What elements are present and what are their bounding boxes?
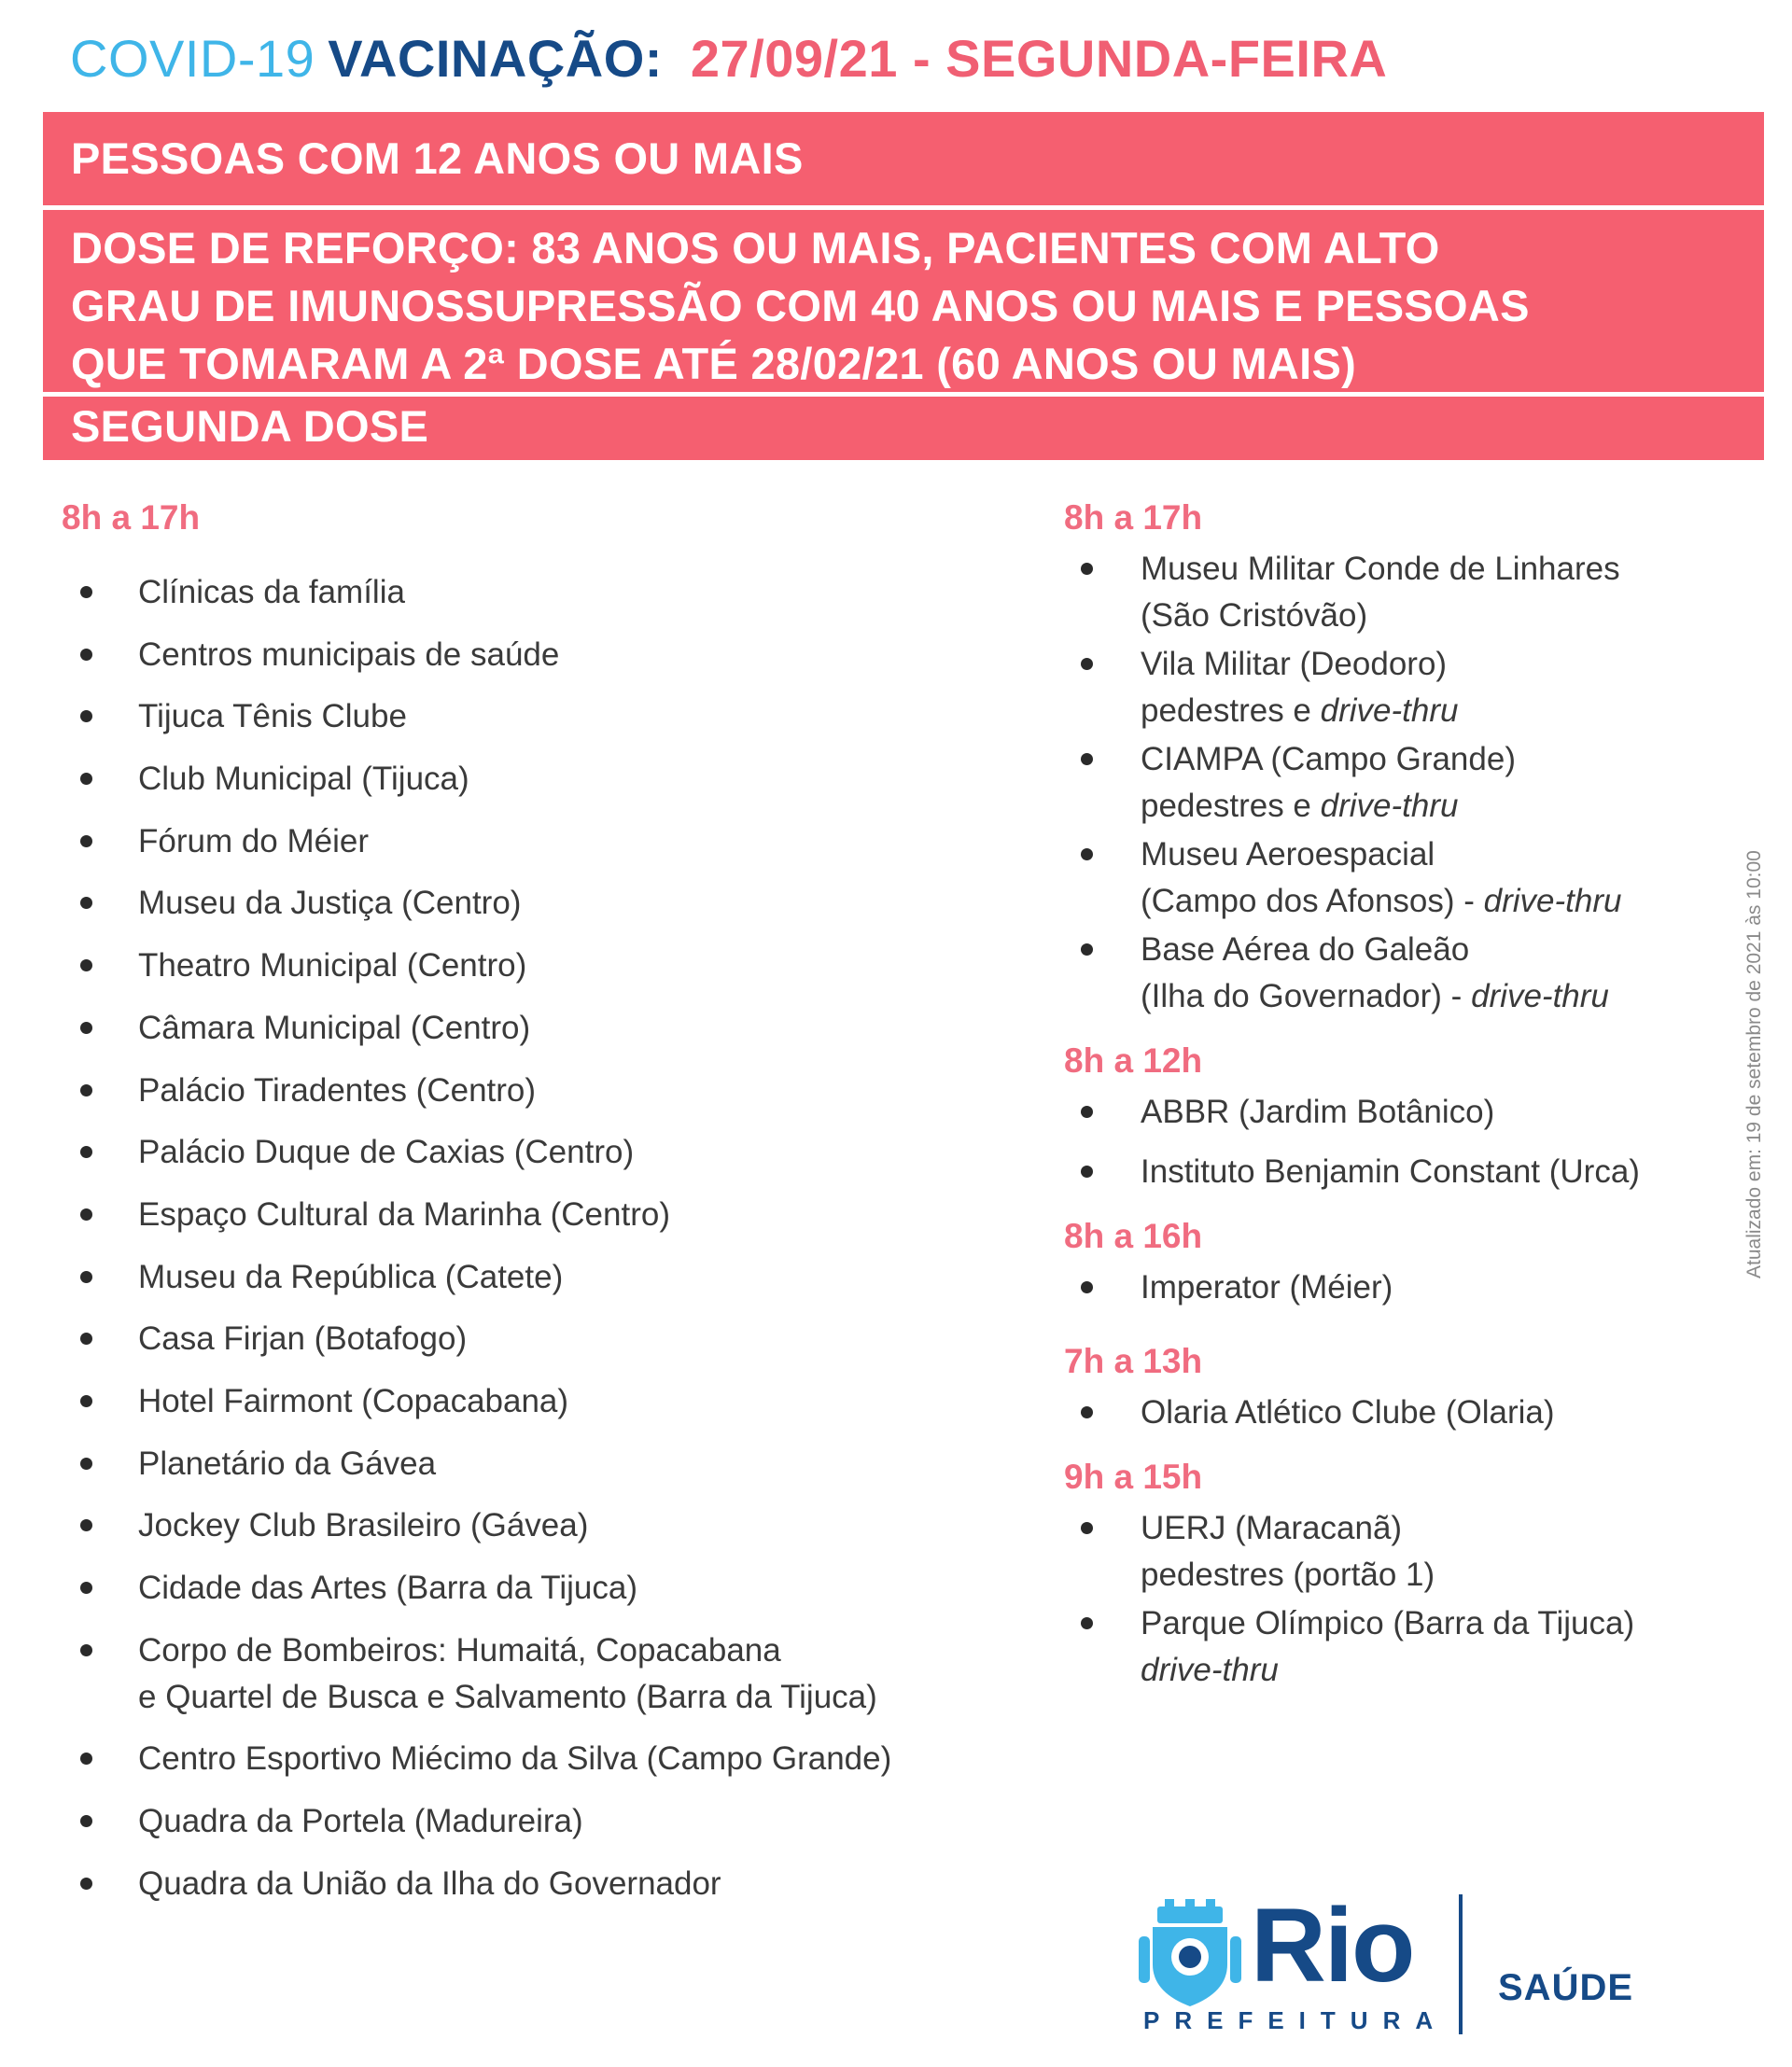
- bullet-icon: [80, 586, 92, 598]
- bullet-icon: [80, 1753, 92, 1765]
- bullet-icon: [1081, 1522, 1093, 1534]
- rio-prefeitura-logo: [1134, 1885, 1657, 2044]
- location-area: (Campo dos Afonsos) -: [1141, 883, 1484, 919]
- location-name: Vila Militar (Deodoro): [1141, 646, 1448, 682]
- drive-thru-label: drive-thru: [1320, 692, 1459, 729]
- bullet-icon: [80, 1644, 92, 1656]
- booster-line: QUE TOMARAM A 2ª DOSE ATÉ 28/02/21 (60 ANOS OU MAIS): [71, 339, 1357, 388]
- list-item: [62, 1129, 1014, 1176]
- prefeitura-label: PREFEITURA: [1143, 2006, 1449, 2034]
- access-mode: pedestres e: [1141, 788, 1321, 824]
- location-list: [62, 569, 1014, 1907]
- time-slot: 8h a 17h: [62, 498, 201, 537]
- location-name: Jockey Club Brasileiro (Gávea): [138, 1507, 589, 1544]
- bullet-icon: [1081, 753, 1093, 765]
- location-name: Centros municipais de saúde: [138, 635, 560, 673]
- booster-banner: [43, 210, 1764, 392]
- bullet-icon: [80, 897, 92, 909]
- bullet-icon: [80, 835, 92, 847]
- list-item: [62, 1316, 1014, 1362]
- list-item: [62, 1502, 1014, 1549]
- location-name: Club Municipal (Tijuca): [138, 761, 469, 798]
- list-item: [62, 1798, 1014, 1845]
- list-item: [62, 1861, 1014, 1907]
- location-name: Planetário da Gávea: [138, 1445, 437, 1482]
- location-name: Casa Firjan (Botafogo): [138, 1320, 468, 1358]
- list-item: [62, 1254, 1014, 1301]
- list-item: [62, 880, 1014, 927]
- location-area: (Ilha do Governador) -: [1141, 978, 1472, 1014]
- location-detail: (São Cristóvão): [1141, 597, 1368, 634]
- bullet-icon: [80, 1084, 92, 1096]
- list-item: [62, 569, 1014, 616]
- list-item: [1064, 1600, 1736, 1694]
- list-item: [62, 1192, 1014, 1238]
- list-item: [62, 1378, 1014, 1425]
- location-name: Câmara Municipal (Centro): [138, 1009, 531, 1046]
- location-name: Museu da Justiça (Centro): [138, 885, 522, 922]
- bullet-icon: [1081, 1406, 1093, 1418]
- location-name: Theatro Municipal (Centro): [138, 947, 527, 985]
- location-list: [1064, 1390, 1736, 1436]
- location-name: Fórum do Méier: [138, 822, 370, 859]
- second-dose-text: SEGUNDA DOSE: [71, 401, 429, 451]
- bullet-icon: [80, 1271, 92, 1283]
- bullet-icon: [80, 1519, 92, 1531]
- second-dose-banner: [43, 397, 1764, 460]
- location-name: Museu Aeroespacial: [1141, 836, 1435, 873]
- location-name: Clínicas da família: [138, 574, 405, 610]
- location-name: Museu da República (Catete): [138, 1258, 564, 1295]
- location-name: Quadra da União da Ilha do Governador: [138, 1864, 721, 1902]
- time-slot: 8h a 17h: [1064, 498, 1203, 537]
- booster-line: DOSE DE REFORÇO: 83 ANOS OU MAIS, PACIENTES COM ALTO: [71, 223, 1440, 272]
- location-detail: e Quartel de Busca e Salvamento (Barra da Tijuca): [138, 1678, 877, 1715]
- list-item: [62, 943, 1014, 989]
- booster-line: GRAU DE IMUNOSSUPRESSÃO COM 40 ANOS OU MAIS E PESSOAS: [71, 281, 1530, 330]
- title-date: 27/09/21 - SEGUNDA-FEIRA: [690, 29, 1388, 88]
- list-item: [1064, 1264, 1736, 1311]
- location-name: Centro Esportivo Miécimo da Silva (Campo Grande): [138, 1740, 892, 1778]
- location-name: Base Aérea do Galeão: [1141, 931, 1470, 968]
- location-list: [1064, 1264, 1736, 1311]
- saude-label: SAÚDE: [1498, 1967, 1634, 2008]
- rio-crest-icon: [1139, 1899, 1241, 2011]
- title-covid: COVID-19: [70, 29, 315, 88]
- bullet-icon: [1081, 943, 1093, 956]
- list-item: [1064, 641, 1736, 734]
- drive-thru-label: drive-thru: [1320, 788, 1459, 824]
- location-name: Corpo de Bombeiros: Humaitá, Copacabana: [138, 1631, 781, 1669]
- page-title: [70, 28, 1750, 103]
- drive-thru-label: drive-thru: [1471, 978, 1609, 1014]
- location-detail: [1141, 783, 1736, 830]
- time-slot: 8h a 16h: [1064, 1217, 1203, 1255]
- list-item: [62, 756, 1014, 803]
- list-item: [1064, 831, 1736, 925]
- logo-divider: [1459, 1894, 1463, 2034]
- updated-note: Atualizado em: 19 de setembro de 2021 às 10:00: [1743, 850, 1765, 1278]
- list-item: [62, 1005, 1014, 1052]
- access-mode: pedestres e: [1141, 692, 1321, 729]
- bullet-icon: [1081, 1106, 1093, 1118]
- list-item: [1064, 546, 1736, 639]
- rio-wordmark: Rio: [1251, 1887, 1414, 2004]
- audience-text: PESSOAS COM 12 ANOS OU MAIS: [71, 133, 804, 183]
- list-item: [1064, 1505, 1736, 1599]
- location-detail: pedestres (portão 1): [1141, 1557, 1435, 1593]
- bullet-icon: [1081, 1617, 1093, 1629]
- location-name: Olaria Atlético Clube (Olaria): [1141, 1394, 1555, 1431]
- bullet-icon: [80, 1022, 92, 1034]
- location-list: [1064, 1089, 1736, 1195]
- bullet-icon: [80, 1333, 92, 1345]
- bullet-icon: [1081, 563, 1093, 575]
- bullet-icon: [80, 1146, 92, 1158]
- audience-banner: [43, 112, 1764, 205]
- bullet-icon: [80, 1582, 92, 1594]
- bullet-icon: [80, 1395, 92, 1407]
- drive-thru-label: drive-thru: [1483, 883, 1622, 919]
- drive-thru-label: drive-thru: [1141, 1652, 1279, 1688]
- time-slot: 9h a 15h: [1064, 1458, 1203, 1496]
- location-name: Tijuca Tênis Clube: [138, 698, 407, 735]
- location-detail: [1141, 688, 1736, 734]
- location-name: Museu Militar Conde de Linhares: [1141, 551, 1620, 587]
- bullet-icon: [80, 649, 92, 661]
- location-name: Palácio Tiradentes (Centro): [138, 1071, 537, 1109]
- list-item: [1064, 1149, 1736, 1195]
- bullet-icon: [1081, 658, 1093, 670]
- location-name: Quadra da Portela (Madureira): [138, 1803, 583, 1840]
- list-item: [1064, 736, 1736, 830]
- location-list: [1064, 546, 1736, 1020]
- list-item: [62, 693, 1014, 740]
- location-name: Palácio Duque de Caxias (Centro): [138, 1134, 635, 1171]
- list-item: [62, 1565, 1014, 1612]
- left-column: [62, 490, 1014, 1922]
- bullet-icon: [1081, 848, 1093, 860]
- list-item: [62, 818, 1014, 865]
- location-name: UERJ (Maracanã): [1141, 1510, 1403, 1546]
- location-name: Espaço Cultural da Marinha (Centro): [138, 1195, 670, 1233]
- location-name: Instituto Benjamin Constant (Urca): [1141, 1153, 1640, 1190]
- right-column: [1064, 490, 1736, 1696]
- bullet-icon: [80, 710, 92, 722]
- list-item: [62, 632, 1014, 678]
- location-detail: [1141, 878, 1736, 925]
- bullet-icon: [80, 773, 92, 785]
- location-name: Hotel Fairmont (Copacabana): [138, 1382, 569, 1419]
- location-name: CIAMPA (Campo Grande): [1141, 741, 1516, 777]
- list-item: [62, 1627, 1014, 1721]
- bullet-icon: [1081, 1166, 1093, 1178]
- list-item: [62, 1068, 1014, 1114]
- bullet-icon: [80, 1815, 92, 1827]
- location-detail: [1141, 973, 1736, 1020]
- list-item: [62, 1441, 1014, 1487]
- bullet-icon: [80, 1208, 92, 1221]
- bullet-icon: [80, 1878, 92, 1890]
- bullet-icon: [80, 1458, 92, 1470]
- time-slot: 8h a 12h: [1064, 1041, 1203, 1080]
- list-item: [1064, 1089, 1736, 1136]
- title-vacinacao: VACINAÇÃO:: [328, 29, 663, 88]
- bullet-icon: [1081, 1281, 1093, 1293]
- bullet-icon: [80, 959, 92, 971]
- location-list: [1064, 1505, 1736, 1694]
- location-name: ABBR (Jardim Botânico): [1141, 1094, 1495, 1130]
- location-name: Imperator (Méier): [1141, 1269, 1393, 1306]
- list-item: [1064, 927, 1736, 1020]
- location-name: Cidade das Artes (Barra da Tijuca): [138, 1570, 637, 1606]
- location-name: Parque Olímpico (Barra da Tijuca): [1141, 1605, 1635, 1641]
- list-item: [1064, 1390, 1736, 1436]
- list-item: [62, 1736, 1014, 1782]
- time-slot: 7h a 13h: [1064, 1342, 1203, 1380]
